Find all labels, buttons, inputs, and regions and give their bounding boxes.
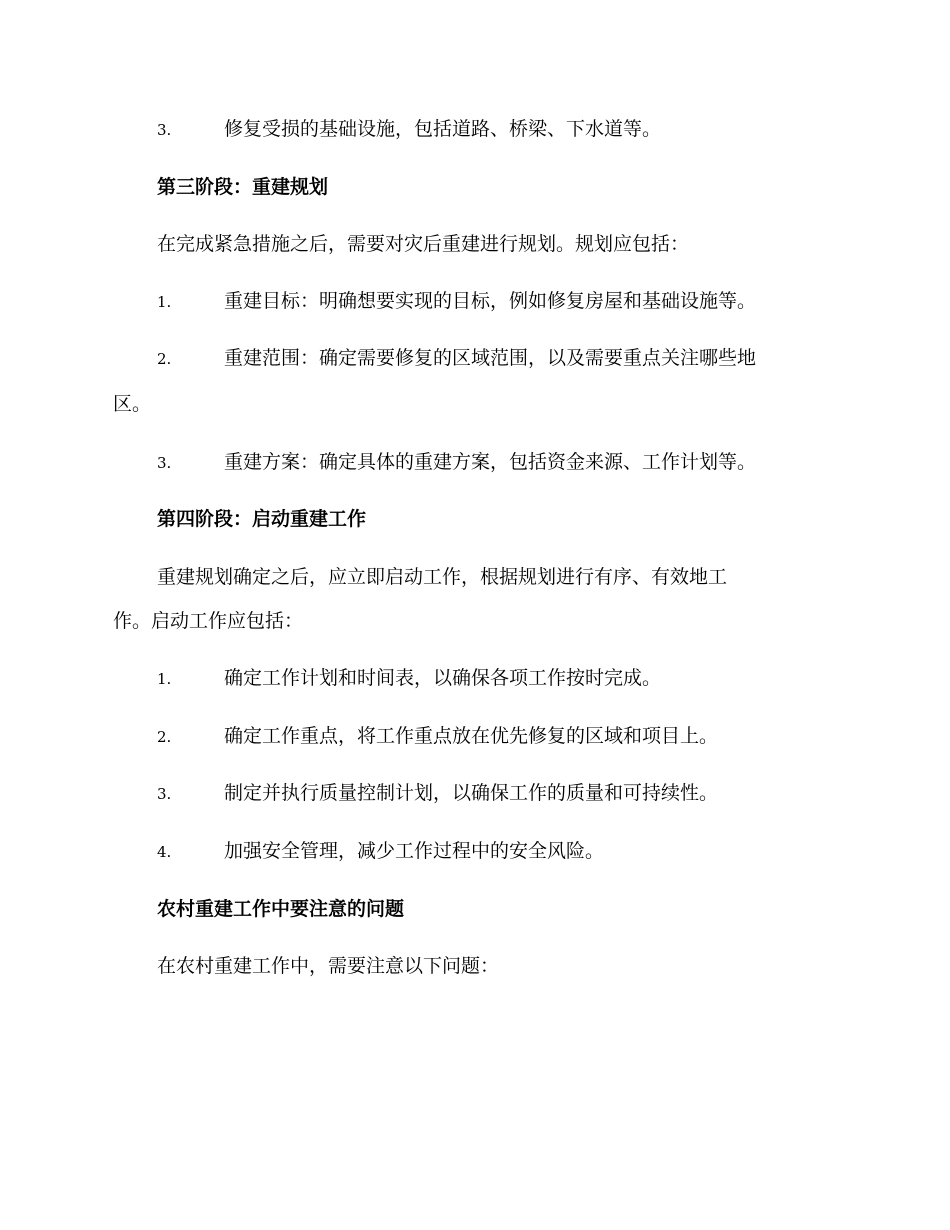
list-item-text: 制定并执行质量控制计划，以确保工作的质量和可持续性。	[224, 782, 719, 804]
paragraph: 在完成紧急措施之后，需要对灾后重建进行规划。规划应包括：	[157, 233, 690, 255]
paragraph: 在农村重建工作中，需要注意以下问题：	[157, 955, 500, 977]
list-item-number: 3.	[157, 454, 172, 472]
list-item-text: 确定工作重点，将工作重点放在优先修复的区域和项目上。	[224, 725, 719, 747]
section-heading: 第四阶段：启动重建工作	[157, 508, 367, 530]
list-item-text: 重建范围：确定需要修复的区域范围，以及需要重点关注哪些地	[224, 347, 757, 369]
list-item-number: 1.	[157, 670, 172, 688]
section-heading: 农村重建工作中要注意的问题	[157, 898, 405, 920]
section-heading: 第三阶段：重建规划	[157, 176, 329, 198]
list-item-number: 1.	[157, 293, 172, 311]
list-item-number: 2.	[157, 728, 172, 746]
list-item-number: 3.	[157, 121, 172, 139]
list-item-number: 4.	[157, 843, 172, 861]
list-item-number: 3.	[157, 785, 172, 803]
paragraph-continuation: 作。启动工作应包括：	[113, 610, 304, 632]
list-item-text: 修复受损的基础设施，包括道路、桥梁、下水道等。	[224, 118, 662, 140]
list-item-text: 确定工作计划和时间表，以确保各项工作按时完成。	[224, 667, 662, 689]
list-item-text-continuation: 区。	[113, 393, 152, 415]
paragraph: 重建规划确定之后，应立即启动工作，根据规划进行有序、有效地工	[157, 566, 728, 588]
list-item-number: 2.	[157, 350, 172, 368]
list-item-text: 重建目标：明确想要实现的目标，例如修复房屋和基础设施等。	[224, 290, 757, 312]
list-item-text: 重建方案：确定具体的重建方案，包括资金来源、工作计划等。	[224, 451, 757, 473]
list-item-text: 加强安全管理，减少工作过程中的安全风险。	[224, 840, 605, 862]
